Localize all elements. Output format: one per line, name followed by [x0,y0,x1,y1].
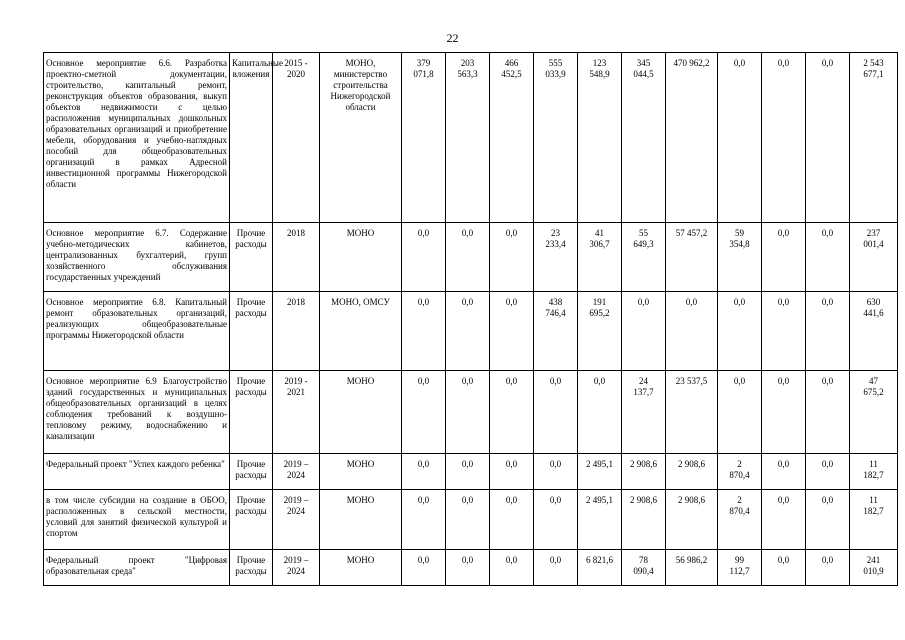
value-cell: 0,0 [777,228,790,238]
executor: МОНО [320,454,402,490]
value-cell: 0,0 [821,459,834,469]
value-cell: 0,0 [549,459,562,469]
expense-type: Прочие расходы [230,550,273,586]
value-cell: 0,0 [461,555,474,565]
value-cell: 379 071,8 [413,58,434,79]
value-cell: 0,0 [593,376,606,386]
executor: МОНО [320,371,402,454]
value-cell: 0,0 [777,555,790,565]
value-cell: 2 495,1 [586,495,613,505]
total-cell: 2 543 677,1 [863,58,884,79]
value-cell: 0,0 [417,495,430,505]
value-cell: 0,0 [821,376,834,386]
executor: МОНО [320,550,402,586]
row-description: Основное мероприятие 6.6. Разработка проектно-сметной документации, строительство, капитальный ремонт, реконструкция объектов образования, выкуп объектов недвижимости с целью расположения муниципальных дошкольных образовательных организаций и приобретение мебели, оборудования и учебно-наглядных пособий для общеобразовательных организаций в рамках Адресной инвестиционной программы Нижегородской области [44,53,230,223]
value-cell: 0,0 [777,459,790,469]
value-cell: 2 908,6 [630,459,657,469]
value-cell: 191 695,2 [589,297,610,318]
executor: МОНО, министерство строительства Нижегородской области [320,53,402,223]
value-cell: 2 908,6 [630,495,657,505]
value-cell: 0,0 [505,555,518,565]
table-row [44,490,898,550]
value-cell: 0,0 [505,459,518,469]
total-cell: 47 675,2 [863,376,884,397]
value-cell: 2 495,1 [586,459,613,469]
value-cell: 2 908,6 [678,459,705,469]
row-description: Федеральный проект "Успех каждого ребенка" [44,454,230,490]
value-cell: 0,0 [821,297,834,307]
value-cell: 0,0 [733,376,746,386]
value-cell: 0,0 [637,297,650,307]
total-cell: 11 182,7 [863,495,884,516]
value-cell: 466 452,5 [501,58,522,79]
value-cell: 0,0 [549,495,562,505]
value-cell: 0,0 [777,58,790,68]
row-description: в том числе субсидии на создание в ОБОО, расположенных в сельской местности, условий для занятий физической культурой и спортом [44,490,230,550]
table-row [44,53,898,223]
total-cell: 237 001,4 [863,228,884,249]
value-cell: 203 563,3 [457,58,478,79]
row-description: Федеральный проект "Цифровая образовательная среда" [44,550,230,586]
value-cell: 2 870,4 [729,495,750,516]
value-cell: 0,0 [549,555,562,565]
value-cell: 78 090,4 [633,555,654,576]
table-row [44,371,898,454]
period: 2019 – 2024 [273,490,320,550]
table-row [44,550,898,586]
value-cell: 345 044,5 [633,58,654,79]
page-number: 22 [446,31,459,45]
value-cell: 0,0 [505,297,518,307]
value-cell: 0,0 [685,297,698,307]
value-cell: 0,0 [505,376,518,386]
row-description: Основное мероприятие 6.7. Содержание учебно-методических кабинетов, централизованных бухгалтерий, групп хозяйственного обслуживания государственных учреждений [44,223,230,292]
table-row [44,454,898,490]
value-cell: 23 233,4 [545,228,566,249]
row-description: Основное мероприятие 6.8. Капитальный ремонт образовательных организаций, реализующих общеобразовательные программы Нижегородской области [44,292,230,371]
expense-type: Прочие расходы [230,223,273,292]
budget-table [43,52,898,586]
value-cell: 59 354,8 [729,228,750,249]
executor: МОНО [320,223,402,292]
value-cell: 0,0 [733,58,746,68]
value-cell: 0,0 [417,376,430,386]
value-cell: 0,0 [417,228,430,238]
period: 2015 - 2020 [273,53,320,223]
executor: МОНО, ОМСУ [320,292,402,371]
executor: МОНО [320,490,402,550]
value-cell: 0,0 [777,297,790,307]
value-cell: 0,0 [777,376,790,386]
value-cell: 0,0 [821,555,834,565]
value-cell: 0,0 [461,459,474,469]
value-cell: 55 649,3 [633,228,654,249]
value-cell: 0,0 [821,228,834,238]
value-cell: 0,0 [821,58,834,68]
value-cell: 41 306,7 [589,228,610,249]
value-cell: 56 986,2 [675,555,708,565]
value-cell: 0,0 [505,495,518,505]
row-description: Основное мероприятие 6.9 Благоустройство зданий государственных и муниципальных общеобразовательных организаций в целях соблюдения требований к воздушно-тепловому режиму, водоснабжению и канализации [44,371,230,454]
period: 2018 [273,223,320,292]
value-cell: 470 962,2 [673,58,710,68]
value-cell: 0,0 [417,555,430,565]
value-cell: 0,0 [733,297,746,307]
value-cell: 0,0 [461,297,474,307]
value-cell: 0,0 [461,228,474,238]
total-cell: 630 441,6 [863,297,884,318]
total-cell: 241 010,9 [863,555,884,576]
value-cell: 0,0 [549,376,562,386]
expense-type: Прочие расходы [230,454,273,490]
value-cell: 2 908,6 [678,495,705,505]
table-row [44,223,898,292]
value-cell: 0,0 [417,459,430,469]
value-cell: 438 746,4 [545,297,566,318]
value-cell: 24 137,7 [633,376,654,397]
value-cell: 0,0 [821,495,834,505]
expense-type: Прочие расходы [230,292,273,371]
value-cell: 2 870,4 [729,459,750,480]
value-cell: 99 112,7 [729,555,750,576]
value-cell: 0,0 [461,376,474,386]
expense-type: Прочие расходы [230,371,273,454]
value-cell: 123 548,9 [589,58,610,79]
value-cell: 0,0 [777,495,790,505]
value-cell: 57 457,2 [675,228,708,238]
period: 2019 - 2021 [273,371,320,454]
period: 2019 – 2024 [273,454,320,490]
value-cell: 0,0 [417,297,430,307]
period: 2018 [273,292,320,371]
period: 2019 – 2024 [273,550,320,586]
value-cell: 555 033,9 [545,58,566,79]
expense-type: Прочие расходы [230,490,273,550]
expense-type: Капитальные вложения [230,53,273,223]
value-cell: 0,0 [461,495,474,505]
total-cell: 11 182,7 [863,459,884,480]
value-cell: 23 537,5 [675,376,708,386]
value-cell: 0,0 [505,228,518,238]
value-cell: 6 821,6 [586,555,613,565]
table-row [44,292,898,371]
